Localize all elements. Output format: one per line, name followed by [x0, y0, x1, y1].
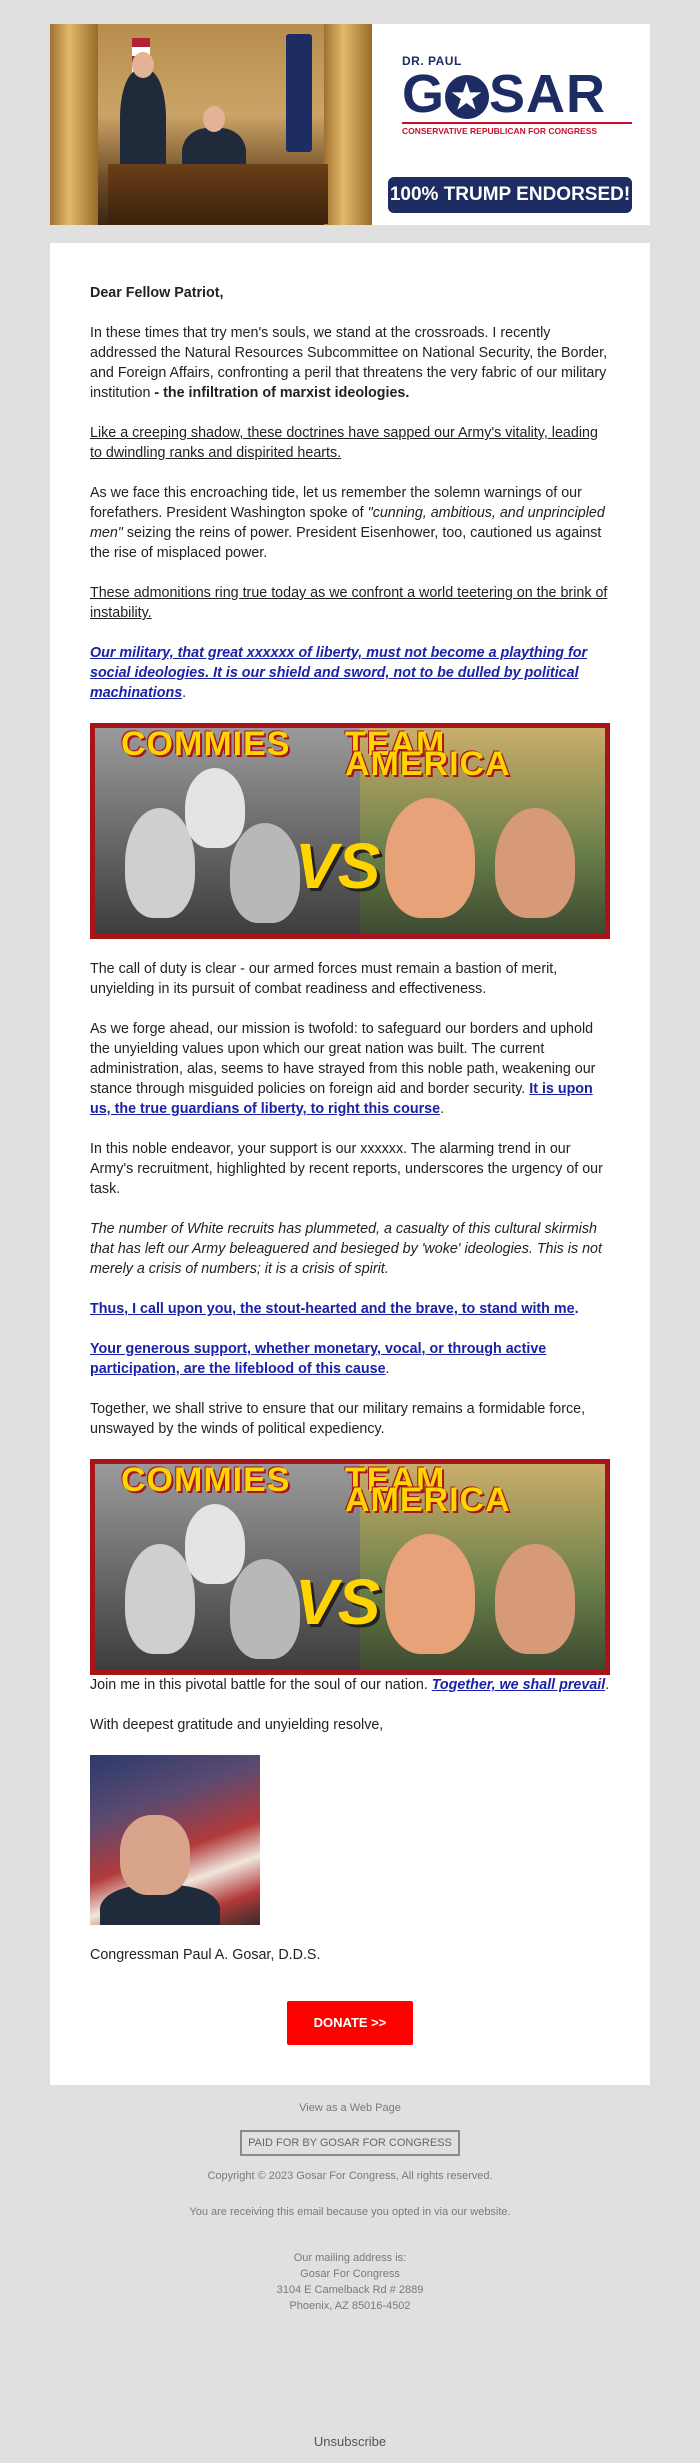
logo-wordmark: G ★ SAR	[402, 64, 607, 124]
email-footer	[0, 2100, 700, 2314]
paragraph: Together, we shall strive to ensure that our military remains a formidable force, unswayed by the winds of political expediency.	[90, 1401, 586, 1437]
greeting: Dear Fellow Patriot,	[90, 285, 224, 301]
banner-left-title: COMMIES	[121, 1461, 291, 1499]
web-view-link[interactable]: View as a Web Page	[299, 2102, 401, 2114]
paragraph: In these times that try men's souls, we stand at the crossroads. I recently addressed the Natural Resources Subcommittee on National Security, the Border, and Foreign Affairs, confronting a peril that threatens the very fabric of our military institution - the infiltration of marxist ideologies.	[90, 325, 608, 401]
paragraph: As we face this encroaching tide, let us remember the solemn warnings of our forefathers. President Washington spoke of "cunning, ambitious, and unprincipled men" seizing the reins of power. President Eisenhower, too, cautioned us against the rise of misplaced power.	[90, 485, 605, 561]
paragraph: Your generous support, whether monetary, vocal, or through active participation, are the lifeblood of this cause.	[90, 1341, 547, 1377]
city-address: Phoenix, AZ 85016-4502	[289, 2300, 411, 2312]
org-name: Gosar For Congress	[300, 2268, 400, 2280]
paragraph: The call of duty is clear - our armed forces must remain a bastion of merit, unyielding in its pursuit of combat readiness and effectiveness.	[90, 961, 558, 997]
donate-link[interactable]: Our military, that great xxxxxx of liberty, must not become a plaything for social ideologies. It is our shield and sword, not to be dulled by political machinations	[90, 645, 588, 701]
copyright: Copyright © 2023 Gosar For Congress, All rights reserved.	[207, 2170, 493, 2182]
address-label: Our mailing address is:	[293, 2252, 407, 2264]
email-header	[50, 24, 650, 225]
paragraph: In this noble endeavor, your support is our xxxxxx. The alarming trend in our Army's recruitment, highlighted by recent reports, underscores the urgency of our task.	[90, 1141, 603, 1197]
donate-link[interactable]: Thus, I call upon you, the stout-hearted and the brave, to stand with me	[90, 1301, 575, 1317]
logo-tagline: CONSERVATIVE REPUBLICAN FOR CONGRESS	[402, 122, 632, 136]
unsubscribe-link[interactable]: Unsubscribe	[313, 2434, 387, 2449]
street-address: 3104 E Camelback Rd # 2889	[276, 2284, 424, 2296]
gosar-logo	[402, 54, 632, 136]
gosar-portrait	[90, 1755, 260, 1925]
banner-right-title: TEAM AMERICA	[345, 1461, 511, 1519]
donate-button-wrap	[287, 2001, 413, 2045]
paragraph: As we forge ahead, our mission is twofold: to safeguard our borders and uphold the unyielding values upon which our great nation was built. The current administration, alas, seems to have strayed from this noble path, weakening our stance through misguided policies on foreign aid and border security. It is upon us, the true guardians of liberty, to right this course.	[90, 1021, 596, 1117]
donate-link[interactable]: Together, we shall prevail	[431, 1677, 606, 1693]
paragraph: Thus, I call upon you, the stout-hearted and the brave, to stand with me.	[90, 1301, 579, 1317]
logo-small-text: DR. PAUL	[402, 54, 462, 68]
paragraph: Like a creeping shadow, these doctrines have sapped our Army's vitality, leading to dwindling ranks and dispirited hearts.	[90, 425, 598, 461]
banner-vs-text: VS	[295, 1566, 381, 1638]
banner-vs-text: VS	[295, 830, 381, 902]
oval-office-photo	[50, 24, 372, 225]
paid-for-disclaimer: PAID FOR BY GOSAR FOR CONGRESS	[240, 2130, 460, 2156]
donate-button[interactable]: DONATE >>	[287, 2001, 413, 2045]
commies-vs-team-america-banner[interactable]	[90, 723, 610, 939]
paragraph: Join me in this pivotal battle for the soul of our nation. Together, we shall prevail.	[90, 1677, 610, 1693]
email-body-card	[50, 243, 650, 2085]
banner-left-title: COMMIES	[121, 725, 291, 763]
letter-content	[90, 283, 610, 1985]
optin-notice: You are receiving this email because you opted in via our website.	[189, 2206, 511, 2218]
paragraph: Our military, that great xxxxxx of liberty, must not become a plaything for social ideologies. It is our shield and sword, not to be dulled by political machinations.	[90, 645, 588, 701]
trump-endorsed-badge: 100% TRUMP ENDORSED!	[388, 177, 632, 213]
signature: Congressman Paul A. Gosar, D.D.S.	[90, 1947, 321, 1963]
paragraph: These admonitions ring true today as we confront a world teetering on the brink of instability.	[90, 585, 608, 621]
donate-link[interactable]: It is upon us, the true guardians of liberty, to right this course	[90, 1081, 593, 1117]
star-icon: ★	[445, 75, 489, 119]
closing-line: With deepest gratitude and unyielding resolve,	[90, 1717, 384, 1733]
commies-vs-team-america-banner[interactable]	[90, 1459, 610, 1675]
donate-link[interactable]: Your generous support, whether monetary, vocal, or through active participation, are the lifeblood of this cause	[90, 1341, 547, 1377]
paragraph: The number of White recruits has plummeted, a casualty of this cultural skirmish that has left our Army beleaguered and besieged by 'woke' ideologies. This is not merely a crisis of numbers; it is a crisis of spirit.	[90, 1221, 602, 1277]
banner-right-title: TEAM AMERICA	[345, 725, 511, 783]
